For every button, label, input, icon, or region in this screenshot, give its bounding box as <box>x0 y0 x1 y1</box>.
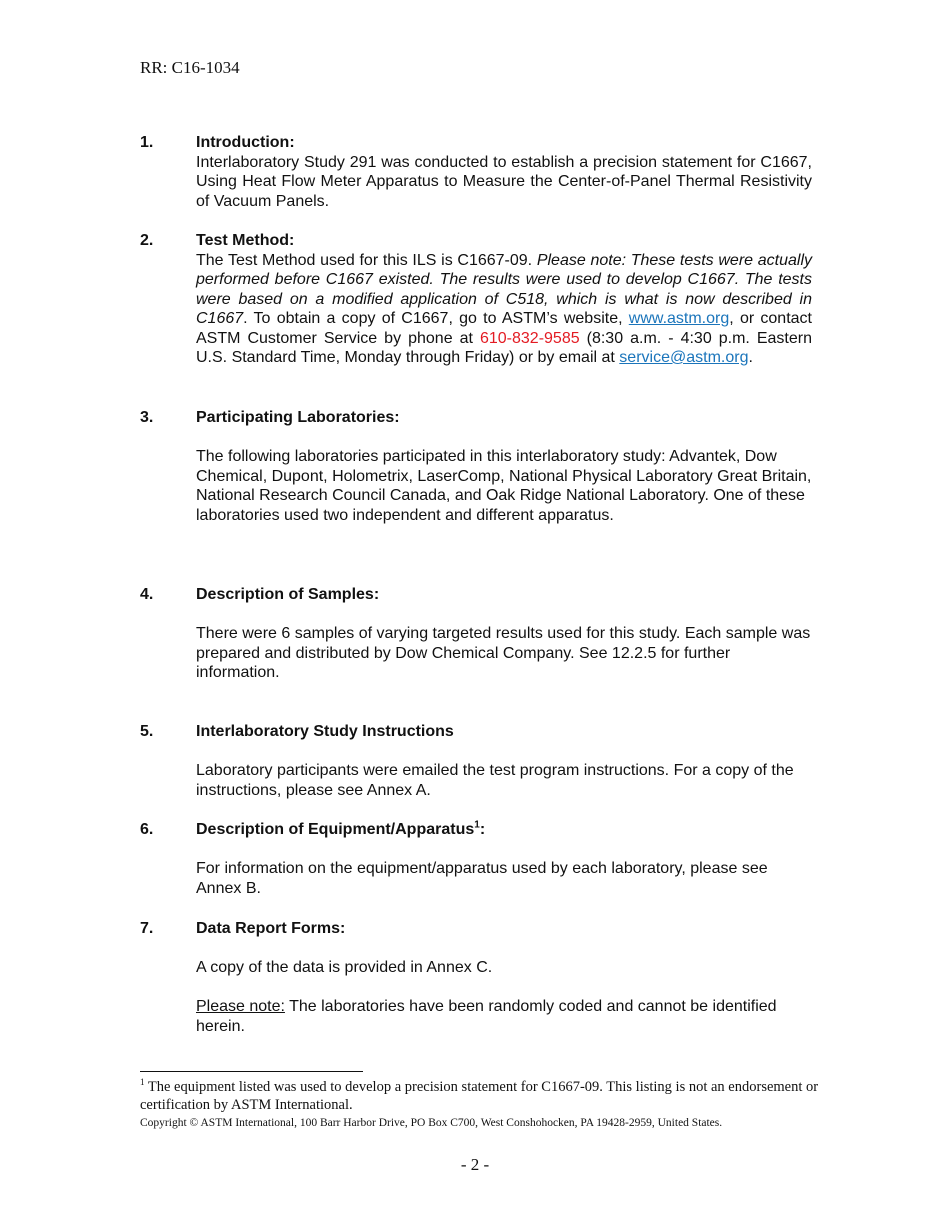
astm-website-link[interactable]: www.astm.org <box>628 310 730 327</box>
section-body: For information on the equipment/apparatus used by each laboratory, please see Annex B. <box>196 860 768 897</box>
section-test-method <box>140 231 812 368</box>
section-body: There were 6 samples of varying targeted results used for this study. Each sample was prepared and distributed by Dow Chemical Company. See 12.2.5 for further information. <box>196 625 811 681</box>
footnote-divider <box>140 1071 363 1072</box>
section-title: Data Report Forms: <box>196 920 346 937</box>
section-number: 1. <box>140 134 154 151</box>
footnote-mark: 1 <box>140 1077 145 1088</box>
note-italic-text: Please note: These tests were actually performed before C1667 existed. The results were used to develop C1667. The tests were based on a modified application of C518, which is what is now described in C1667 <box>196 251 813 327</box>
section-participating-laboratories <box>140 408 812 525</box>
section-number: 3. <box>140 409 154 426</box>
page-number: - 2 - <box>460 1155 490 1174</box>
body-text: . <box>748 349 753 366</box>
section-description-of-samples <box>140 585 812 683</box>
section-number: 6. <box>140 821 154 838</box>
section-title: Description of Samples: <box>196 586 380 603</box>
section-body: The following laboratories participated in this interlaboratory study: Advantek, Dow Chemical, Dupont, Holometrix, LaserComp, National Physical Laboratory Great Britain, National Research Council Canada, and Oak Ridge National Laboratory. One of these laboratories used two independent and different apparatus. <box>196 448 812 524</box>
section-title: Participating Laboratories: <box>196 409 400 426</box>
section-number: 4. <box>140 586 154 603</box>
section-title: Test Method: <box>196 232 295 249</box>
phone-number: 610-832-9585 <box>479 329 580 347</box>
section-note <box>196 997 812 1036</box>
footnote <box>140 1079 820 1114</box>
section-number: 5. <box>140 723 154 740</box>
copyright-notice: Copyright © ASTM International, 100 Barr Harbor Drive, PO Box C700, West Conshohocken, PA 19428-2959, United States. <box>140 1117 723 1129</box>
body-text: The Test Method used for this ILS is C1667-09. <box>196 251 537 269</box>
section-number: 2. <box>140 232 154 249</box>
section-title <box>196 820 812 840</box>
service-email-link[interactable]: service@astm.org <box>619 349 749 366</box>
body-text: . To obtain a copy of C1667, go to ASTM’s website, <box>243 310 629 327</box>
section-data-report-forms <box>140 919 812 1036</box>
section-study-instructions <box>140 722 812 800</box>
footnote-reference: 1 <box>474 819 480 831</box>
section-title: Interlaboratory Study Instructions <box>196 723 454 740</box>
section-equipment-apparatus <box>140 820 812 898</box>
section-number: 7. <box>140 920 154 937</box>
section-body <box>196 251 812 368</box>
section-body: Interlaboratory Study 291 was conducted to establish a precision statement for C1667, Using Heat Flow Meter Apparatus to Measure the Center-of-Panel Thermal Resistivity of Vacuum Panels. <box>196 153 812 210</box>
section-body: Laboratory participants were emailed the test program instructions. For a copy of the instructions, please see Annex A. <box>196 762 794 799</box>
note-text: The laboratories have been randomly coded and cannot be identified herein. <box>196 998 777 1035</box>
footnote-text: The equipment listed was used to develop a precision statement for C1667-09. This listing is not an endorsement or certification by ASTM International. <box>140 1079 819 1113</box>
body-text: , or contact ASTM Customer Service by phone at <box>196 310 812 347</box>
section-body: A copy of the data is provided in Annex C. <box>196 959 493 976</box>
body-text: (8:30 a.m. - 4:30 p.m. Eastern U.S. Standard Time, Monday through Friday) or by email at <box>196 329 813 366</box>
note-label: Please note: <box>196 998 285 1015</box>
title-colon: : <box>479 821 486 838</box>
title-text: Description of Equipment/Apparatus <box>196 821 475 838</box>
section-introduction <box>140 133 812 211</box>
report-id-header: RR: C16-1034 <box>140 58 240 77</box>
section-title: Introduction: <box>196 134 295 151</box>
